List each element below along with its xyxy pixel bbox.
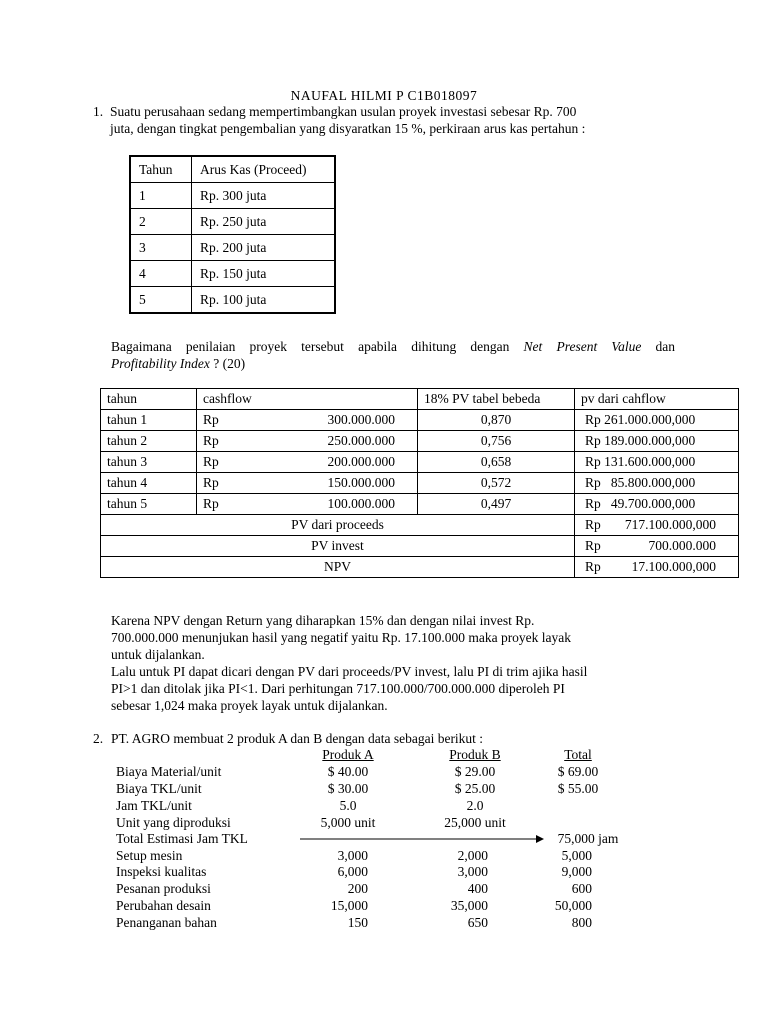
table-cell-year: 2 [130, 209, 192, 235]
value-total: 5,000 [561, 848, 592, 863]
table-cell-cashflow [197, 431, 418, 452]
value-product-a: 150 [347, 915, 368, 930]
table-cell-cashflow: Rp. 150 juta [192, 261, 336, 287]
table-cell-year: tahun 4 [101, 473, 197, 494]
currency-label: Rp [585, 538, 601, 553]
value-product-b: 25,000 unit [444, 815, 506, 830]
table-cell-cashflow [197, 494, 418, 515]
summary-row [101, 515, 739, 536]
table-cell-pv: Rp 85.800.000,000 [575, 473, 739, 494]
summary-amount: 17.100.000,000 [631, 559, 716, 574]
value-product-a: 200 [347, 881, 368, 896]
cashflow-amount: 200.000.000 [327, 454, 395, 469]
value-product-b: 35,000 [450, 898, 488, 913]
cashflow-amount: 150.000.000 [327, 475, 395, 490]
currency-label: Rp [203, 454, 219, 469]
table-row [130, 287, 335, 314]
table-cell-year: tahun 3 [101, 452, 197, 473]
table-cell-pv: Rp 261.000.000,000 [575, 410, 739, 431]
table-row [101, 473, 739, 494]
conclusion-line-4: Lalu untuk PI dapat dicari dengan PV dari proceeds/PV invest, lalu PI di trim ajika hasil [111, 664, 588, 679]
column-header-product-a: Produk A [322, 747, 374, 762]
table-cell-cashflow: Rp. 200 juta [192, 235, 336, 261]
table-cell-cashflow: Rp. 100 juta [192, 287, 336, 314]
table-header-cell: cashflow [197, 389, 418, 410]
currency-label: Rp [203, 412, 219, 427]
summary-value [575, 557, 739, 578]
value-total: $ 69.00 [557, 764, 599, 779]
summary-value [575, 515, 739, 536]
value-product-a: 5.0 [339, 798, 357, 813]
activity-label: Pesanan produksi [116, 881, 211, 896]
currency-label: Rp [585, 517, 601, 532]
value-total: $ 55.00 [557, 781, 599, 796]
conclusion-line-3: untuk dijalankan. [111, 647, 205, 662]
table-cell-year: 3 [130, 235, 192, 261]
table-header-row [101, 389, 739, 410]
table-cell-year: 1 [130, 183, 192, 209]
table-cell-cashflow: Rp. 300 juta [192, 183, 336, 209]
prompt-and: dan [655, 339, 676, 354]
prompt-text: Bagaimana penilaian proyek tersebut apabila dihitung dengan [111, 339, 510, 354]
value-product-a: $ 30.00 [327, 781, 369, 796]
cashflow-amount: 300.000.000 [327, 412, 395, 427]
table-cell-year: 4 [130, 261, 192, 287]
prompt-tail: ? (20) [213, 356, 246, 371]
table-cell-cashflow [197, 410, 418, 431]
table-cell-cashflow: Rp. 250 juta [192, 209, 336, 235]
value-product-a: $ 40.00 [327, 764, 369, 779]
question-2-number: 2. [93, 731, 104, 746]
row-label: Total Estimasi Jam TKL [116, 831, 248, 846]
value-total: 9,000 [561, 864, 592, 879]
question-1-prompt [111, 338, 675, 355]
cashflow-amount: 250.000.000 [327, 433, 395, 448]
row-label: Unit yang diproduksi [116, 815, 231, 830]
table-cell-factor: 0,658 [418, 452, 575, 473]
currency-label: Rp [585, 559, 601, 574]
value-product-b: 2.0 [466, 798, 484, 813]
conclusion-line-6: sebesar 1,024 maka proyek layak untuk dijalankan. [111, 698, 388, 713]
currency-label: Rp [203, 496, 219, 511]
cash-flow-table [129, 155, 336, 314]
table-cell-cashflow [197, 452, 418, 473]
value-product-b: 400 [467, 881, 488, 896]
question-1-prompt-line-2 [111, 355, 675, 372]
question-2-intro: PT. AGRO membuat 2 produk A dan B dengan data sebagai berikut : [111, 731, 484, 746]
summary-label: PV invest [101, 536, 575, 557]
value-product-b: 3,000 [457, 864, 488, 879]
activity-label: Inspeksi kualitas [116, 864, 207, 879]
currency-label: Rp [203, 433, 219, 448]
table-row [130, 209, 335, 235]
value-total: 600 [571, 881, 592, 896]
value-product-a: 3,000 [337, 848, 368, 863]
table-cell-year: 5 [130, 287, 192, 314]
prompt-pi: Profitability Index [111, 356, 210, 371]
conclusion-line-1: Karena NPV dengan Return yang diharapkan 15% dan dengan nilai invest Rp. [111, 613, 535, 628]
table-row [101, 452, 739, 473]
activity-label: Penanganan bahan [116, 915, 217, 930]
table-cell-year: tahun 2 [101, 431, 197, 452]
value-product-b: 650 [467, 915, 488, 930]
table-header-row [130, 156, 335, 183]
table-row [130, 235, 335, 261]
table-header-cell: pv dari cahflow [575, 389, 739, 410]
table-row [101, 431, 739, 452]
currency-label: Rp [203, 475, 219, 490]
table-cell-factor: 0,497 [418, 494, 575, 515]
question-1-intro-line-2: juta, dengan tingkat pengembalian yang disyaratkan 15 %, perkiraan arus kas pertahun : [110, 121, 586, 136]
value-total: 75,000 jam [557, 831, 619, 846]
table-row [130, 183, 335, 209]
conclusion-line-5: PI>1 dan ditolak jika PI<1. Dari perhitungan 717.100.000/700.000.000 diperoleh PI [111, 681, 565, 696]
table-cell-pv: Rp 189.000.000,000 [575, 431, 739, 452]
value-product-a: 5,000 unit [320, 815, 376, 830]
pv-calculation-table [100, 388, 739, 578]
table-cell-year: tahun 5 [101, 494, 197, 515]
row-label: Biaya Material/unit [116, 764, 222, 779]
table-row [101, 494, 739, 515]
summary-row [101, 536, 739, 557]
column-header-total: Total [564, 747, 592, 762]
activity-label: Perubahan desain [116, 898, 211, 913]
prompt-npv: Net Present Value [523, 339, 642, 354]
table-cell-cashflow [197, 473, 418, 494]
table-header-cell: Arus Kas (Proceed) [192, 156, 336, 183]
table-header-cell: Tahun [130, 156, 192, 183]
summary-row [101, 557, 739, 578]
table-header-cell: 18% PV tabel bebeda [418, 389, 575, 410]
table-cell-factor: 0,870 [418, 410, 575, 431]
summary-label: NPV [101, 557, 575, 578]
table-cell-year: tahun 1 [101, 410, 197, 431]
table-header-cell: tahun [101, 389, 197, 410]
row-label: Jam TKL/unit [116, 798, 192, 813]
value-product-a: 15,000 [330, 898, 368, 913]
cashflow-amount: 100.000.000 [327, 496, 395, 511]
value-product-b: $ 25.00 [454, 781, 496, 796]
table-row [130, 261, 335, 287]
value-total: 800 [571, 915, 592, 930]
question-1-intro-line-1: Suatu perusahaan sedang mempertimbangkan usulan proyek investasi sebesar Rp. 700 [110, 104, 577, 119]
arrow-icon [300, 833, 545, 845]
value-product-a: 6,000 [337, 864, 368, 879]
activity-label: Setup mesin [116, 848, 183, 863]
summary-amount: 700.000.000 [648, 538, 716, 553]
question-1-number: 1. [93, 104, 104, 119]
column-header-product-b: Produk B [449, 747, 501, 762]
table-cell-factor: 0,572 [418, 473, 575, 494]
conclusion-line-2: 700.000.000 menunjukan hasil yang negatif yaitu Rp. 17.100.000 maka proyek layak [111, 630, 572, 645]
table-cell-pv: Rp 49.700.000,000 [575, 494, 739, 515]
summary-amount: 717.100.000,000 [624, 517, 716, 532]
row-label: Biaya TKL/unit [116, 781, 202, 796]
table-row [101, 410, 739, 431]
summary-value [575, 536, 739, 557]
value-total: 50,000 [554, 898, 592, 913]
table-cell-pv: Rp 131.600.000,000 [575, 452, 739, 473]
table-cell-factor: 0,756 [418, 431, 575, 452]
value-product-b: $ 29.00 [454, 764, 496, 779]
value-product-b: 2,000 [457, 848, 488, 863]
page-title: NAUFAL HILMI P C1B018097 [290, 88, 478, 103]
summary-label: PV dari proceeds [101, 515, 575, 536]
